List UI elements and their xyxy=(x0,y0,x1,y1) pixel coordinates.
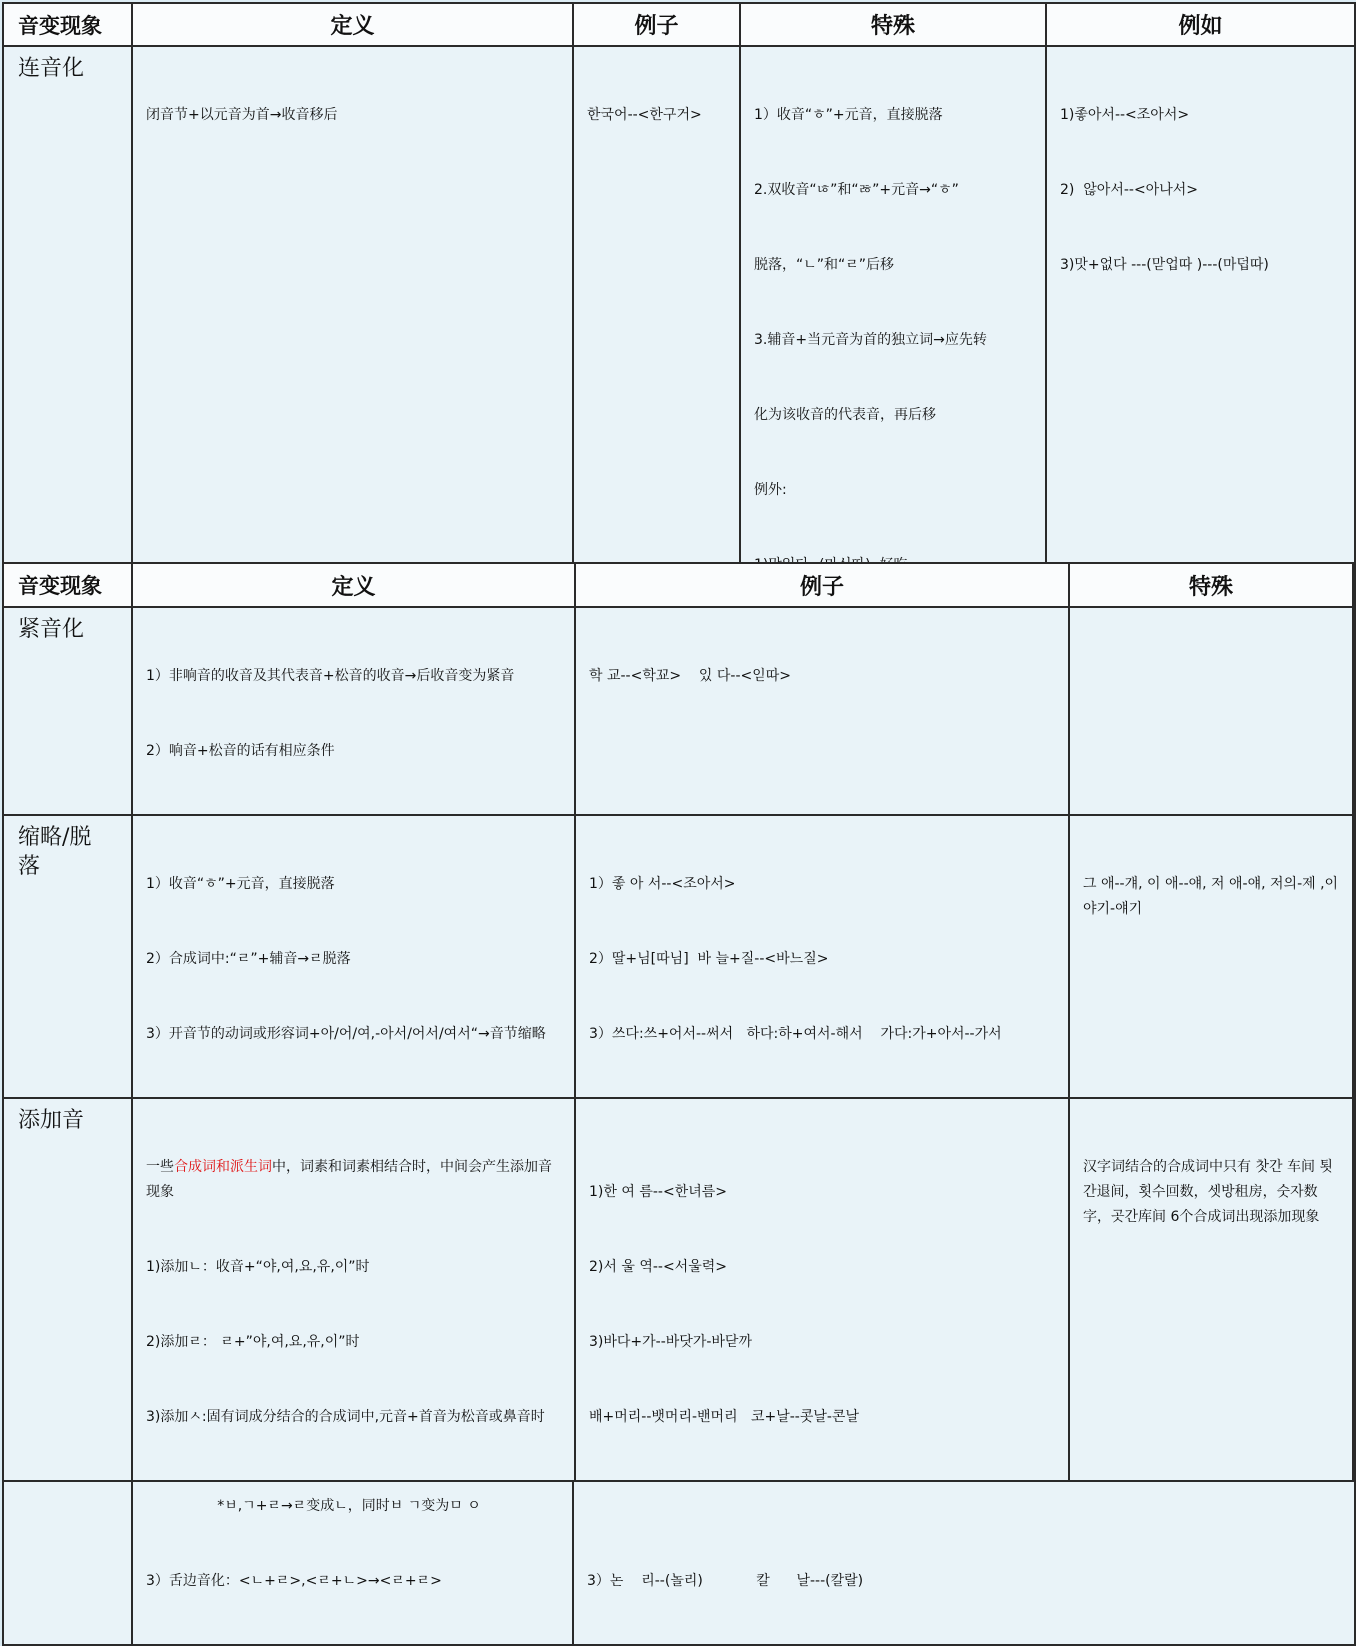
header-phenomenon: 音变现象 xyxy=(3,3,132,46)
contraction-definition: 1）收音“ㅎ”+元音，直接脱落 2）合成词中:“ㄹ”+辅音→ㄹ脱落 3）开音节的动词或形容词+아/어/여,-아서/어서/여서“→音节缩略 xyxy=(132,815,575,1098)
header-for-example: 例如 xyxy=(1046,3,1355,46)
tensification-example: 학 교--<학꾜> 있 다--<읻따> xyxy=(575,607,1069,815)
header-special: 特殊 xyxy=(740,3,1046,46)
addition-example: 1)한 여 름--<한녀름> 2)서 울 역--<서울력> 3)바다+가--바닷가-바닫까 배+머리--뱃머리-밴머리 코+날--콧날-콘날 xyxy=(575,1098,1069,1481)
row-name-addition: 添加音 xyxy=(3,1098,132,1481)
table-row xyxy=(3,607,1353,815)
addition-definition-intro: 一些合成词和派生词中，词素和词素相结合时，中间会产生添加音现象 xyxy=(146,1159,552,1200)
row-name-liaison: 连音化 xyxy=(3,46,132,704)
assimilation-definition: *ㅂ,ㄱ+ㄹ→ㄹ变成ㄴ，同时ㅂ ㄱ变为ㅁ ㅇ 3）舌边音化：<ㄴ+ㄹ>,<ㄹ+ㄴ>→<ㄹ+ㄹ> xyxy=(132,912,573,1645)
row-name-tensification: 紧音化 xyxy=(3,607,132,815)
addition-special: 汉字词结合的合成词中只有 찻간 车间 툇간退间，횟수回数，셋방租房，숫자数字，곳간库间 6个合成词出现添加现象 xyxy=(1069,1098,1353,1481)
liaison-definition: 闭音节+以元音为首→收音移后 xyxy=(132,46,573,704)
header-phenomenon: 音变现象 xyxy=(3,563,132,607)
liaison-special: 1）收音“ㅎ”+元音，直接脱落 2.双收音“ㄶ”和“ㅀ”+元音→“ㅎ” 脱落，“ㄴ”和“ㄹ”后移 3.辅音+当元音为首的独立词→应先转 化为该收音的代表音，再后移 例外: xyxy=(740,46,1046,704)
table-row xyxy=(3,815,1353,1098)
contraction-example: 1）좋 아 서--<조아서> 2）딸+님[따님] 바 늘+질--<바느질> 3）쓰다:쓰+어서--써서 하다:하+여서-해서 가다:가+아서--가서 xyxy=(575,815,1069,1098)
liaison-example: 한국어--<한구거> xyxy=(573,46,740,704)
header-definition: 定义 xyxy=(132,3,573,46)
assimilation-example: 3）논 리--(놀리) 칼 날---(칼랄) xyxy=(573,912,1355,1645)
header-example: 例子 xyxy=(573,3,740,46)
header-example: 例子 xyxy=(575,563,1069,607)
row-name-contraction: 缩略/脱落 xyxy=(3,815,132,1098)
header-special: 特殊 xyxy=(1069,563,1353,607)
highlight-term: 合成词和派生词 xyxy=(174,1159,272,1175)
addition-definition: 一些合成词和派生词中，词素和词素相结合时，中间会产生添加音现象 1)添加ㄴ：收音+“야,여,요,유,이”时 2)添加ㄹ： ㄹ+”야,여,요,유,이”时 3)添加ㅅ:固有词成分结合的合成词中,元音+首音为松音或鼻音时 xyxy=(132,1098,575,1481)
tensification-definition: 1）非响音的收音及其代表音+松音的收音→后收音变为紧音 2）响音+松音的话有相应条件 xyxy=(132,607,575,815)
contraction-special: 그 애--걔, 이 애--얘, 저 애-얘, 저의-제 ,이야기-얘기 xyxy=(1069,815,1353,1098)
sound-change-table-2 xyxy=(2,562,1354,1482)
liaison-for-example: 1)좋아서--<조아서> 2) 않아서--<아나서> 3)맛+없다 ---(맏업따 )---(마덥따) xyxy=(1046,46,1355,704)
header-definition: 定义 xyxy=(132,563,575,607)
table-row xyxy=(3,1098,1353,1481)
tensification-special xyxy=(1069,607,1353,815)
